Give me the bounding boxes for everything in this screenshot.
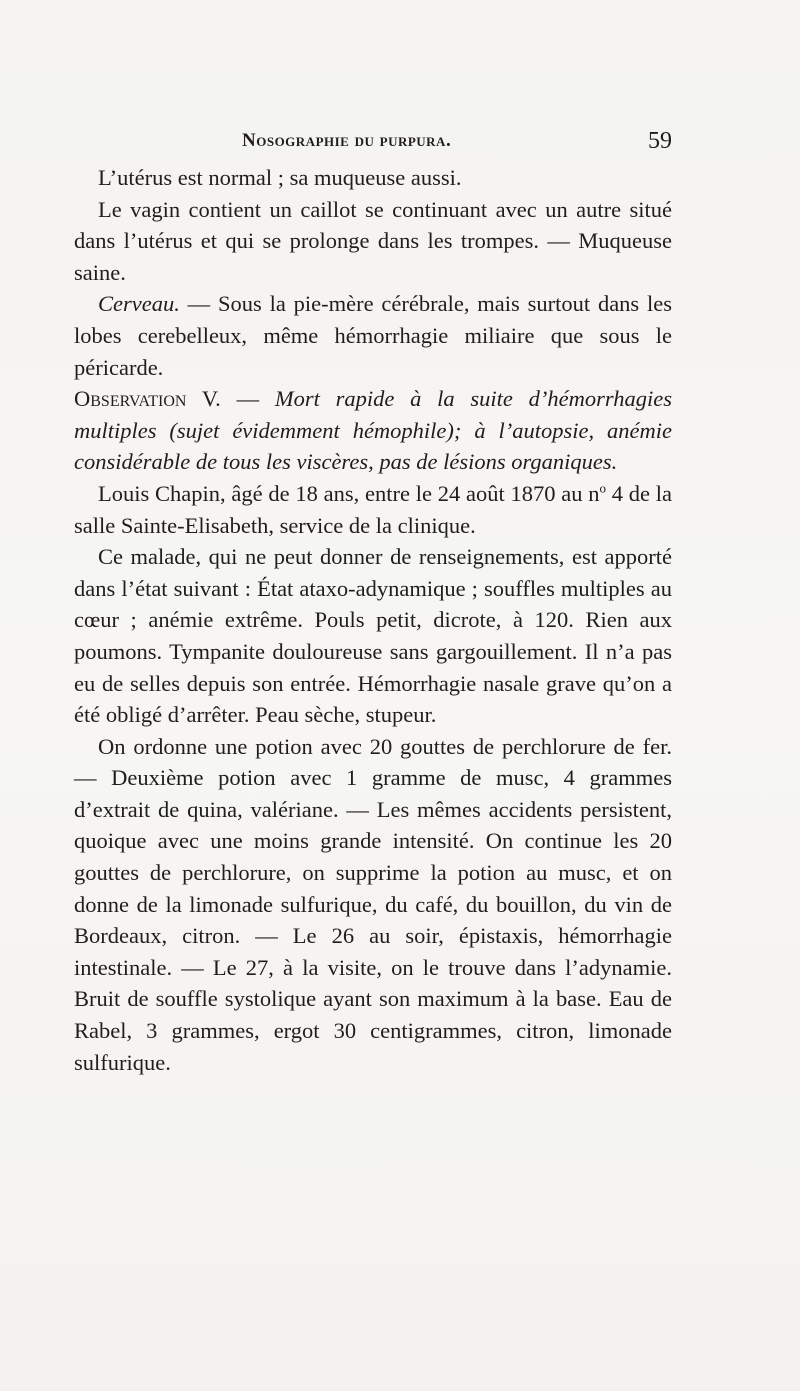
observation-title: Mort rapide à la suite d’hémorrhagies multiples (sujet évidemment hémophile); à l’autopsie, anémie considérable de tous les viscères, pas de lésions organiques. [74, 386, 672, 475]
paragraph-cerveau [74, 288, 672, 383]
admission-text-a: Louis Chapin, âgé de 18 ans, entre le 24 août 1870 au n [98, 480, 600, 506]
cerveau-text: — Sous la pie-mère cérébrale, mais surtout dans les lobes cerebelleux, même hémorrhagie miliaire que sous le péricarde. [74, 291, 672, 380]
number-superscript: o [599, 480, 606, 496]
running-title: Nosographie du purpura. [242, 130, 452, 151]
page-number: 59 [648, 128, 672, 154]
paragraph-vagin: Le vagin contient un caillot se continuant avec un autre situé dans l’utérus et qui se prolonge dans les trompes. — Muqueuse saine. [74, 196, 672, 285]
page-header [74, 128, 672, 158]
observation-heading [74, 383, 672, 478]
observation-dash: — [220, 386, 275, 412]
cerveau-label: Cerveau. [98, 291, 180, 317]
paragraph-etat: Ce malade, qui ne peut donner de renseignements, est apporté dans l’état suivant : État ataxo-adynamique ; souffles multiples au cœur ; anémie extrême. Pouls petit, dicrote, à 120. Rien aux poumons. Tympanite douloureuse sans gargouillement. Il n’a pas eu de selles depuis son entrée. Hémorrhagie nasale grave qu’on a été obligé d’arrêter. Peau sèche, stupeur. [74, 544, 672, 728]
paragraph-uterus: L’utérus est normal ; sa muqueuse aussi. [98, 165, 462, 190]
paragraph-traitement: On ordonne une potion avec 20 gouttes de perchlorure de fer. — Deuxième potion avec 1 gramme de musc, 4 grammes d’extrait de quina, valériane. — Les mêmes accidents persistent, quoique avec une moins grande intensité. On continue les 20 gouttes de perchlorure, on supprime la potion au musc, et on donne de la limonade sulfurique, du café, du bouillon, du vin de Bordeaux, citron. — Le 26 au soir, épistaxis, hémorrhagie intestinale. — Le 27, à la visite, on le trouve dans l’adynamie. Bruit de souffle systolique ayant son maximum à la base. Eau de Rabel, 3 grammes, ergot 30 centigrammes, citron, limonade sulfurique. [74, 733, 672, 1075]
paragraph-admission [74, 478, 672, 541]
page-body [74, 162, 672, 1078]
admission-text-b: 4 de la salle Sainte-Elisabeth, service de la clinique. [74, 480, 672, 538]
observation-label: Observation V. [74, 386, 221, 412]
